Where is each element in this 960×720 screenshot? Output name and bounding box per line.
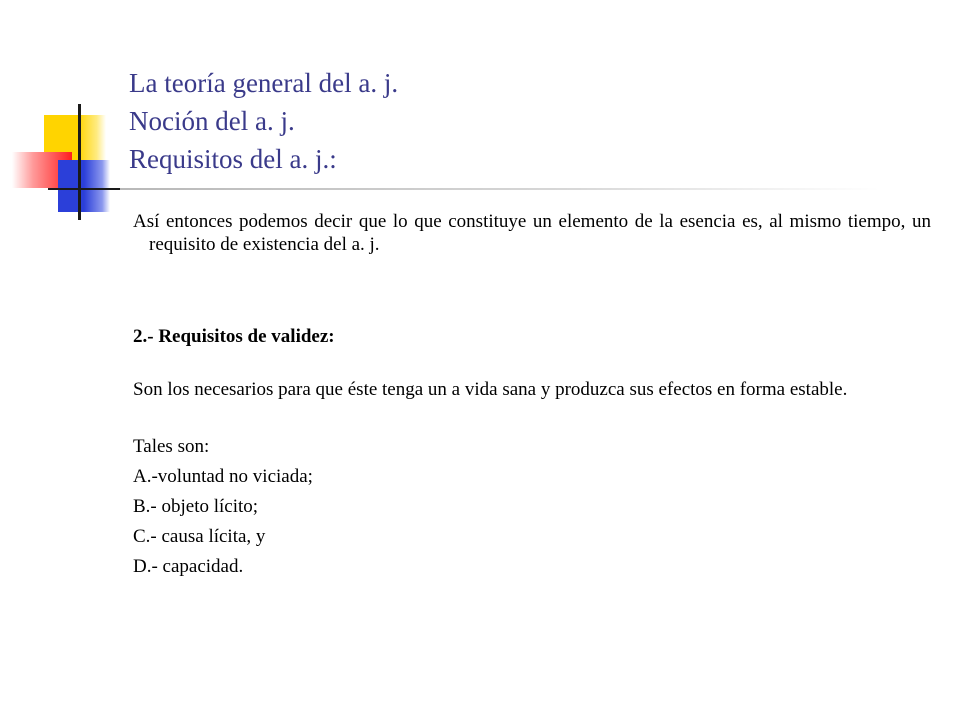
title-underline [120,188,880,190]
title-line-1: La teoría general del a. j. [129,68,399,98]
logo-vertical-line [78,104,81,220]
list-item: C.- causa lícita, y [133,526,266,547]
logo-blue-square [58,160,110,212]
list-intro: Tales son: [133,436,210,457]
list-item: D.- capacidad. [133,556,244,577]
section-heading: 2.- Requisitos de validez: [133,326,335,347]
title-line-2: Noción del a. j. [129,106,295,136]
list-item: A.-voluntad no viciada; [133,466,313,487]
list-item: B.- objeto lícito; [133,496,259,517]
paragraph-esencia: Así entonces podemos decir que lo que constituye un elemento de la esencia es, al mismo tiempo, un requisito de existencia del a. j. [133,211,931,255]
requirements-list-block [133,432,931,582]
slide-title [129,64,889,178]
slide-body [133,210,931,582]
paragraph-validez: Son los necesarios para que éste tenga un a vida sana y produzca sus efectos en forma estable. [133,379,848,400]
logo-horizontal-line [48,188,120,190]
requirements-list [133,462,931,582]
title-line-3: Requisitos del a. j.: [129,144,337,174]
